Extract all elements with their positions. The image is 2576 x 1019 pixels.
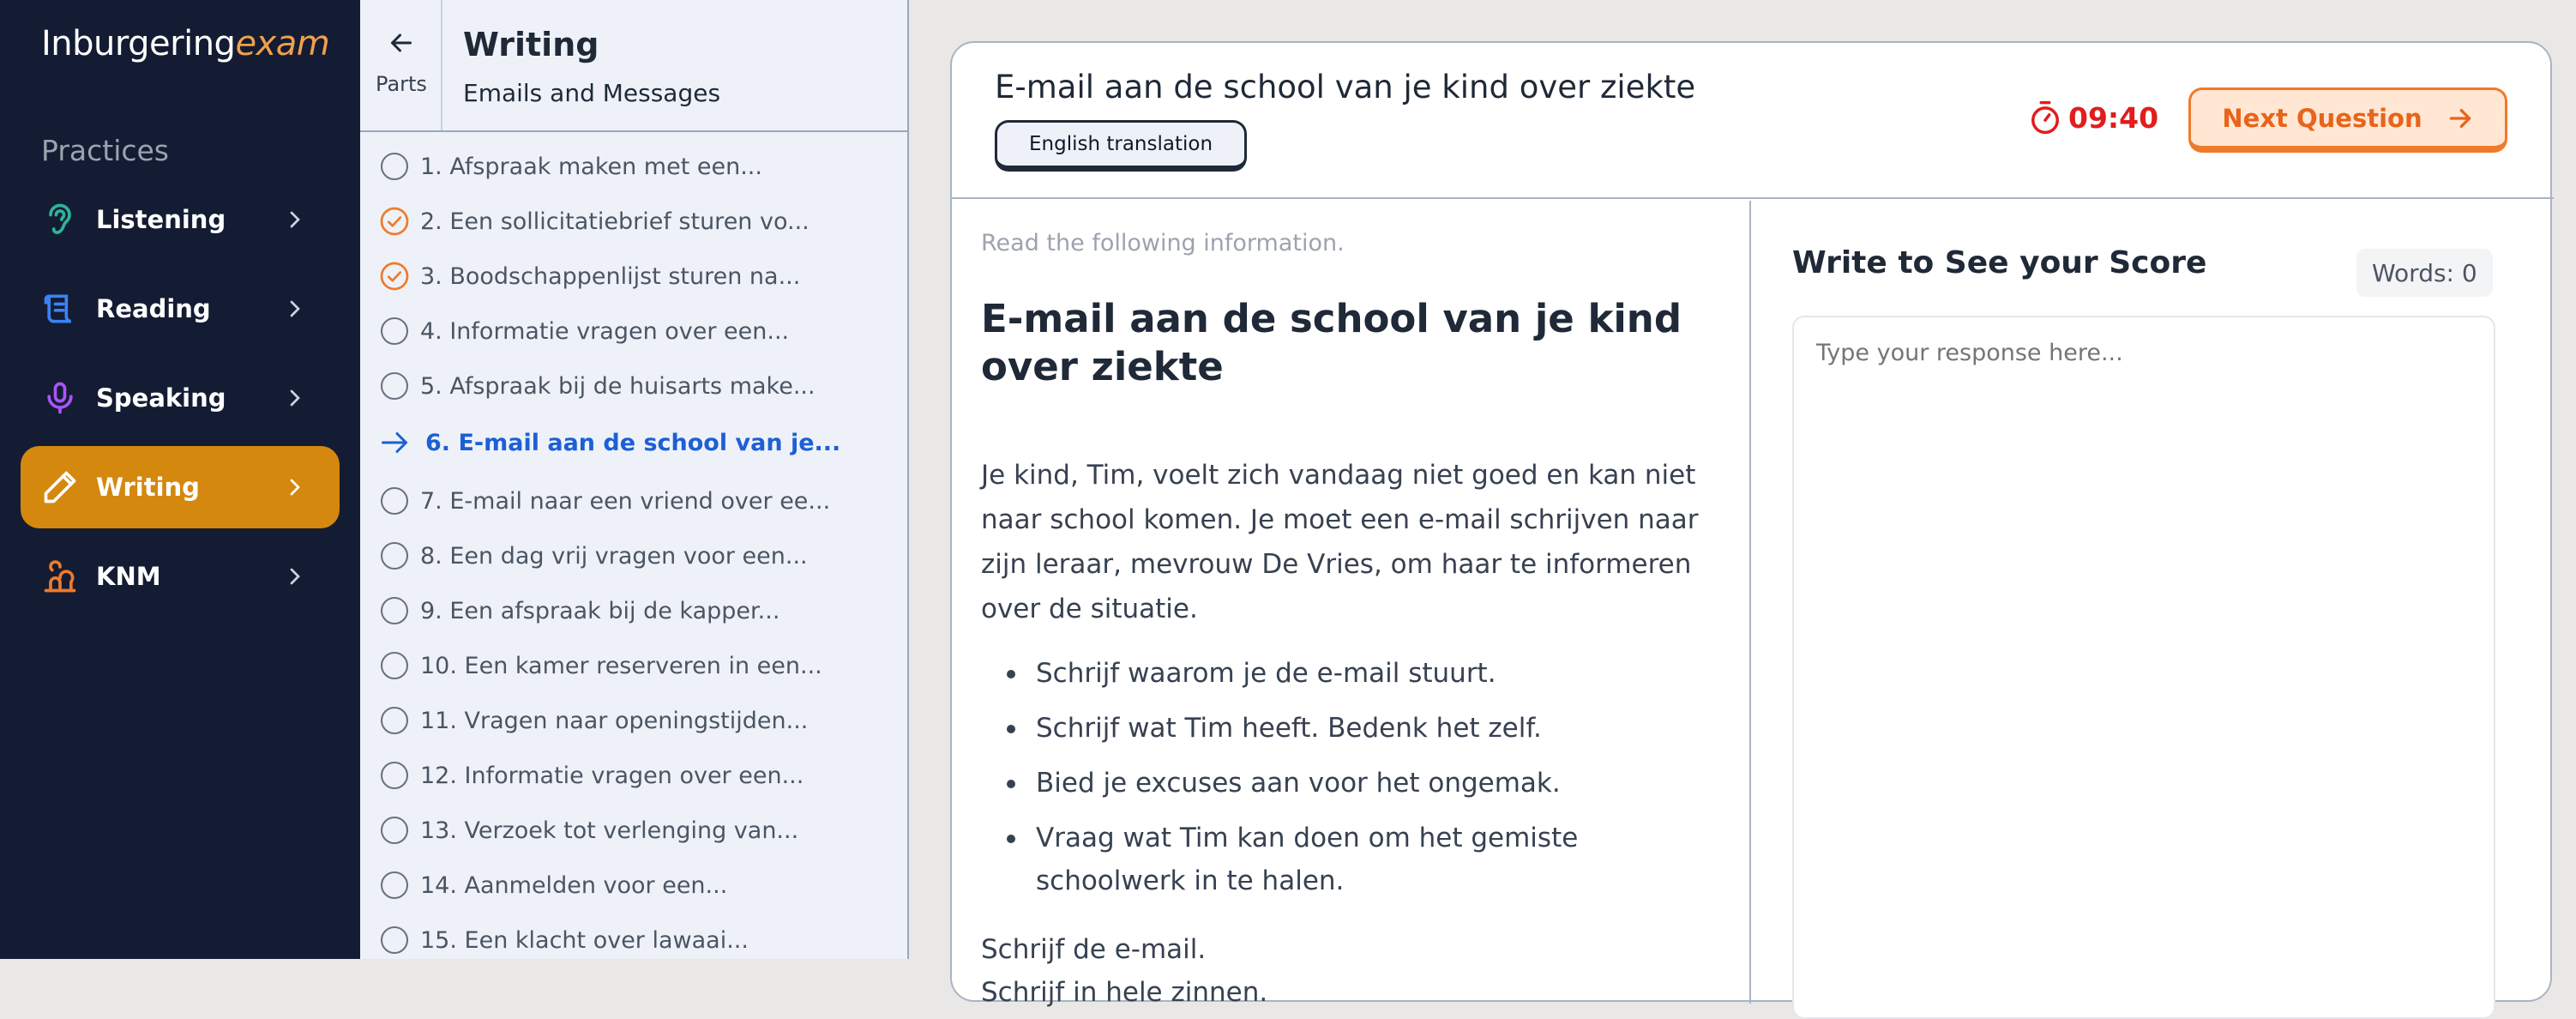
- part-item[interactable]: [379, 475, 894, 527]
- logo-main-text: Inburgering: [41, 24, 236, 63]
- part-item-label: 12. Informatie vragen over een...: [420, 762, 804, 789]
- scroll-icon: [41, 290, 79, 328]
- sidebar-item-label: Listening: [96, 205, 226, 234]
- response-title: Write to See your Score: [1792, 245, 2207, 280]
- arrow-right-icon: [379, 427, 410, 458]
- response-textarea[interactable]: [1792, 316, 2495, 1019]
- part-item-label: 14. Aanmelden voor een...: [420, 871, 728, 899]
- part-item[interactable]: [379, 695, 894, 746]
- part-item[interactable]: [379, 585, 894, 636]
- part-item[interactable]: [379, 750, 894, 801]
- closing-line: Schrijf de e-mail.: [981, 934, 1207, 965]
- assignment-bullets: [981, 652, 1718, 914]
- list-item: Bied je excuses aan voor het ongemak.: [981, 762, 1718, 805]
- parts-panel: [360, 0, 909, 959]
- part-item[interactable]: [379, 805, 894, 856]
- response-pane: [1753, 201, 2554, 1004]
- chevron-right-icon: [281, 295, 309, 323]
- logo-accent-text: exam: [235, 24, 330, 63]
- part-item[interactable]: [379, 360, 894, 412]
- chevron-right-icon: [281, 473, 309, 501]
- assignment-pane: [952, 201, 1751, 1008]
- part-item[interactable]: [379, 141, 894, 192]
- question-title: E-mail aan de school van je kind over ziekte: [995, 69, 1696, 106]
- part-item-label: 4. Informatie vragen over een...: [420, 317, 790, 345]
- word-count-badge: Words: 0: [2356, 249, 2493, 297]
- list-item: Vraag wat Tim kan doen om het gemiste schoolwerk in te halen.: [981, 817, 1718, 902]
- part-item[interactable]: [379, 305, 894, 357]
- circle-icon: [379, 760, 410, 791]
- next-question-button[interactable]: [2188, 87, 2507, 153]
- chevron-right-icon: [281, 206, 309, 233]
- app-logo[interactable]: [41, 24, 329, 63]
- arrow-left-icon: [386, 27, 417, 58]
- check-circle-icon: [379, 261, 410, 292]
- main-sidebar: [0, 0, 360, 959]
- part-item-label: 9. Een afspraak bij de kapper...: [420, 597, 780, 624]
- chevron-right-icon: [281, 563, 309, 590]
- microphone-icon: [41, 379, 79, 417]
- circle-icon: [379, 485, 410, 516]
- assignment-paragraph: Je kind, Tim, voelt zich vandaag niet goed en kan niet naar school komen. Je moet een e-mail schrijven naar zijn leraar, mevrouw De Vries, om haar te informeren over de situatie.: [981, 460, 1699, 624]
- part-item-current[interactable]: [379, 417, 894, 468]
- instruction-text: Read the following information.: [981, 230, 1345, 256]
- part-item-label: 1. Afspraak maken met een...: [420, 153, 762, 180]
- part-item[interactable]: [379, 640, 894, 691]
- pencil-icon: [41, 468, 79, 506]
- part-item[interactable]: [379, 196, 894, 247]
- circle-icon: [379, 705, 410, 736]
- knm-icon: [41, 558, 79, 595]
- parts-subtitle: Emails and Messages: [463, 79, 721, 107]
- part-item-label: 2. Een sollicitatiebrief sturen vo...: [420, 208, 810, 235]
- list-item: Schrijf wat Tim heeft. Bedenk het zelf.: [981, 707, 1718, 750]
- sidebar-item-label: Reading: [96, 294, 211, 323]
- part-item[interactable]: [379, 914, 894, 966]
- stopwatch-icon: [2029, 99, 2061, 136]
- circle-icon: [379, 316, 410, 347]
- next-question-label: Next Question: [2222, 103, 2423, 133]
- circle-icon: [379, 151, 410, 182]
- question-card: [950, 41, 2552, 1008]
- part-item-label: 6. E-mail aan de school van je...: [425, 429, 841, 456]
- back-label: Parts: [376, 72, 427, 96]
- arrow-right-icon: [2447, 105, 2474, 132]
- sidebar-item-reading[interactable]: [21, 268, 340, 350]
- part-item-label: 10. Een kamer reserveren in een...: [420, 652, 822, 679]
- circle-icon: [379, 595, 410, 626]
- part-item-label: 3. Boodschappenlijst sturen na...: [420, 262, 801, 290]
- assignment-title: E-mail aan de school van je kind over ziekte: [981, 296, 1682, 389]
- parts-title: Writing: [463, 26, 599, 63]
- sidebar-item-speaking[interactable]: [21, 357, 340, 439]
- question-header: [952, 43, 2554, 199]
- closing-instructions: [981, 928, 1718, 1014]
- part-item[interactable]: [379, 530, 894, 582]
- english-translation-button[interactable]: English translation: [995, 120, 1247, 172]
- check-circle-icon: [379, 206, 410, 237]
- sidebar-item-writing[interactable]: [21, 446, 340, 528]
- back-to-parts-button[interactable]: [360, 0, 442, 130]
- sidebar-item-listening[interactable]: [21, 178, 340, 261]
- timer-value: 09:40: [2068, 100, 2159, 135]
- circle-icon: [379, 371, 410, 401]
- closing-line: Schrijf in hele zinnen.: [981, 977, 1268, 1008]
- part-item[interactable]: [379, 859, 894, 911]
- part-item[interactable]: [379, 250, 894, 302]
- part-item-label: 7. E-mail naar een vriend over ee...: [420, 487, 831, 515]
- circle-icon: [379, 870, 410, 901]
- parts-header: [360, 0, 909, 132]
- part-item-label: 8. Een dag vrij vragen voor een...: [420, 542, 808, 570]
- part-item-label: 5. Afspraak bij de huisarts make...: [420, 372, 816, 400]
- sidebar-item-knm[interactable]: [21, 535, 340, 618]
- list-item: Schrijf waarom je de e-mail stuurt.: [981, 652, 1718, 695]
- sidebar-item-label: Speaking: [96, 383, 226, 413]
- circle-icon: [379, 540, 410, 571]
- part-item-label: 11. Vragen naar openingstijden...: [420, 707, 809, 734]
- circle-icon: [379, 650, 410, 681]
- sidebar-item-label: KNM: [96, 562, 161, 591]
- part-item-label: 15. Een klacht over lawaai...: [420, 926, 749, 954]
- circle-icon: [379, 925, 410, 956]
- chevron-right-icon: [281, 384, 309, 412]
- circle-icon: [379, 815, 410, 846]
- countdown-timer: [2029, 99, 2158, 136]
- part-item-label: 13. Verzoek tot verlenging van...: [420, 817, 799, 844]
- sidebar-item-label: Writing: [96, 473, 200, 502]
- sidebar-heading: Practices: [41, 134, 169, 167]
- ear-icon: [41, 201, 79, 238]
